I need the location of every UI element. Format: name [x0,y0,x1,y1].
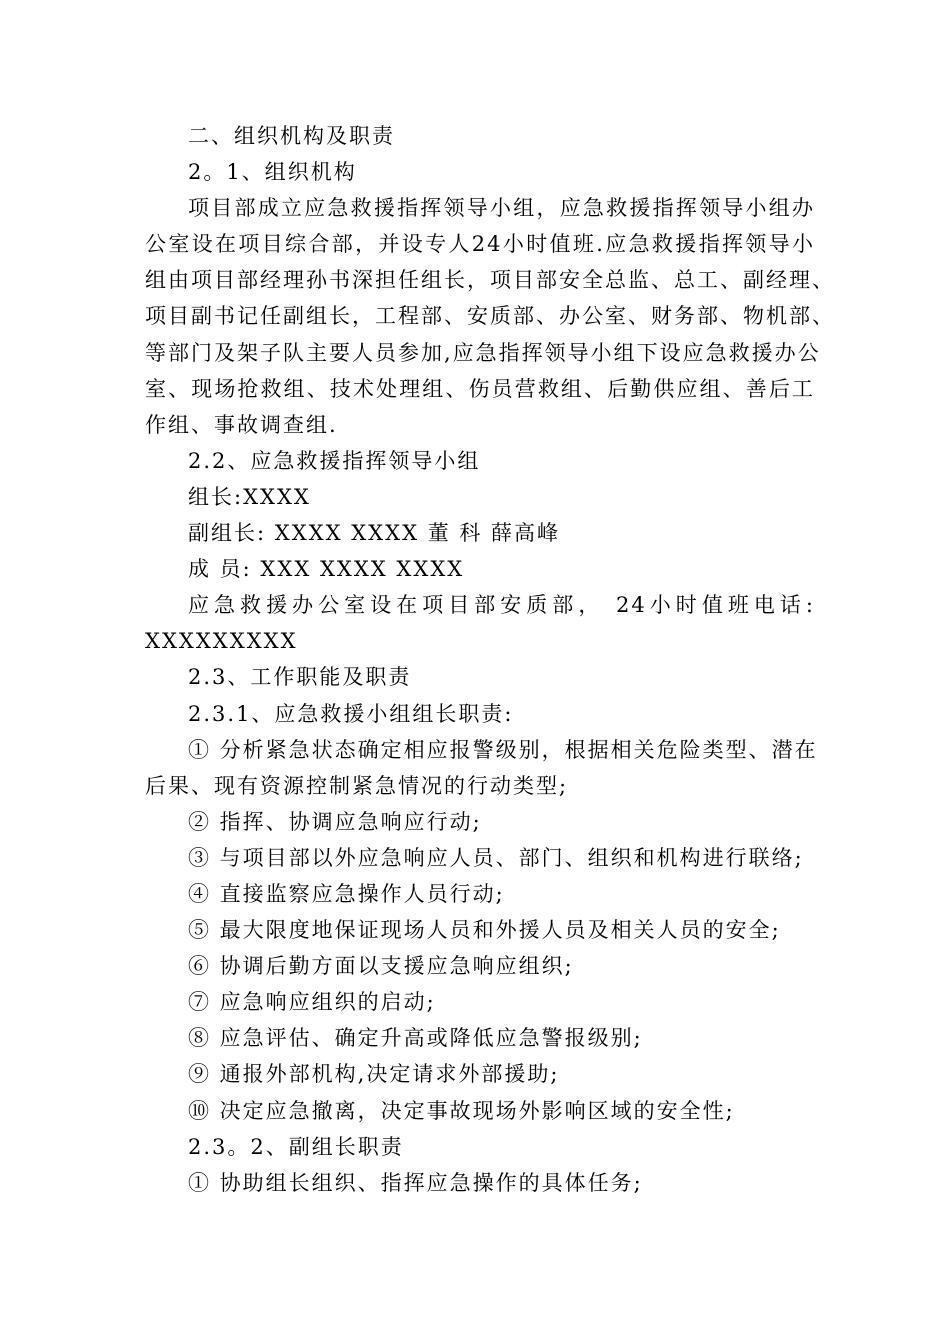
paragraph-line: 公室设在项目综合部，并设专人24小时值班.应急救援指挥领导小 [145,232,815,257]
list-item: ⑨ 通报外部机构,决定请求外部援助; [188,1062,560,1087]
paragraph-line: 项目副书记任副组长，工程部、安质部、办公室、财务部、物机部、 [145,304,835,329]
list-item: ① 分析紧急状态确定相应报警级别，根据相关危险类型、潜在 [188,737,818,762]
deputy-leader-line: 副组长: XXXX XXXX 董 科 薛高峰 [188,521,561,546]
heading-section-2: 二、组织机构及职责 [188,124,395,148]
heading-2-3-1: 2.3.1、应急救援小组组长职责: [188,701,514,726]
list-item: ⑦ 应急响应组织的启动; [188,990,436,1015]
phone-number: XXXXXXXXX [145,629,298,654]
heading-2-1: 2。1、组织机构 [188,160,357,185]
leader-line: 组长:XXXX [188,484,311,509]
heading-2-2: 2.2、应急救援指挥领导小组 [188,448,481,473]
list-item: ④ 直接监察应急操作人员行动; [188,881,505,906]
document-body [145,118,835,1201]
heading-2-3: 2.3、工作职能及职责 [188,665,412,690]
paragraph-line: 项目部成立应急救援指挥领导小组，应急救援指挥领导小组办 [188,196,815,221]
list-item: ⑧ 应急评估、确定升高或降低应急警报级别; [188,1026,643,1051]
paragraph-line: 室、现场抢救组、技术处理组、伤员营救组、后勤供应组、善后工 [145,376,815,401]
heading-2-3-2: 2.3。2、副组长职责 [188,1134,404,1159]
paragraph-line: 作组、事故调查组. [145,412,338,437]
list-item: ③ 与项目部以外应急响应人员、部门、组织和机构进行联络; [188,845,804,870]
list-item: ⑥ 协调后勤方面以支援应急响应组织; [188,954,574,979]
paragraph-line: 等部门及架子队主要人员参加,应急指挥领导小组下设应急救援办公 [145,340,821,365]
members-line: 成 员: XXX XXXX XXXX [188,557,465,582]
paragraph-line: 组由项目部经理孙书深担任组长，项目部安全总监、总工、副经理、 [145,268,835,293]
list-item: ② 指挥、协调应急响应行动; [188,809,482,834]
list-item-continuation: 后果、现有资源控制紧急情况的行动类型; [145,773,569,798]
list-item: ⑤ 最大限度地保证现场人员和外援人员及相关人员的安全; [188,918,781,943]
list-item: ⑩ 决定应急撤离，决定事故现场外影响区域的安全性; [188,1098,735,1123]
office-phone-line: 应急救援办公室设在项目部安质部， 24小时值班电话: [188,593,815,618]
list-item: ① 协助组长组织、指挥应急操作的具体任务; [188,1170,643,1195]
